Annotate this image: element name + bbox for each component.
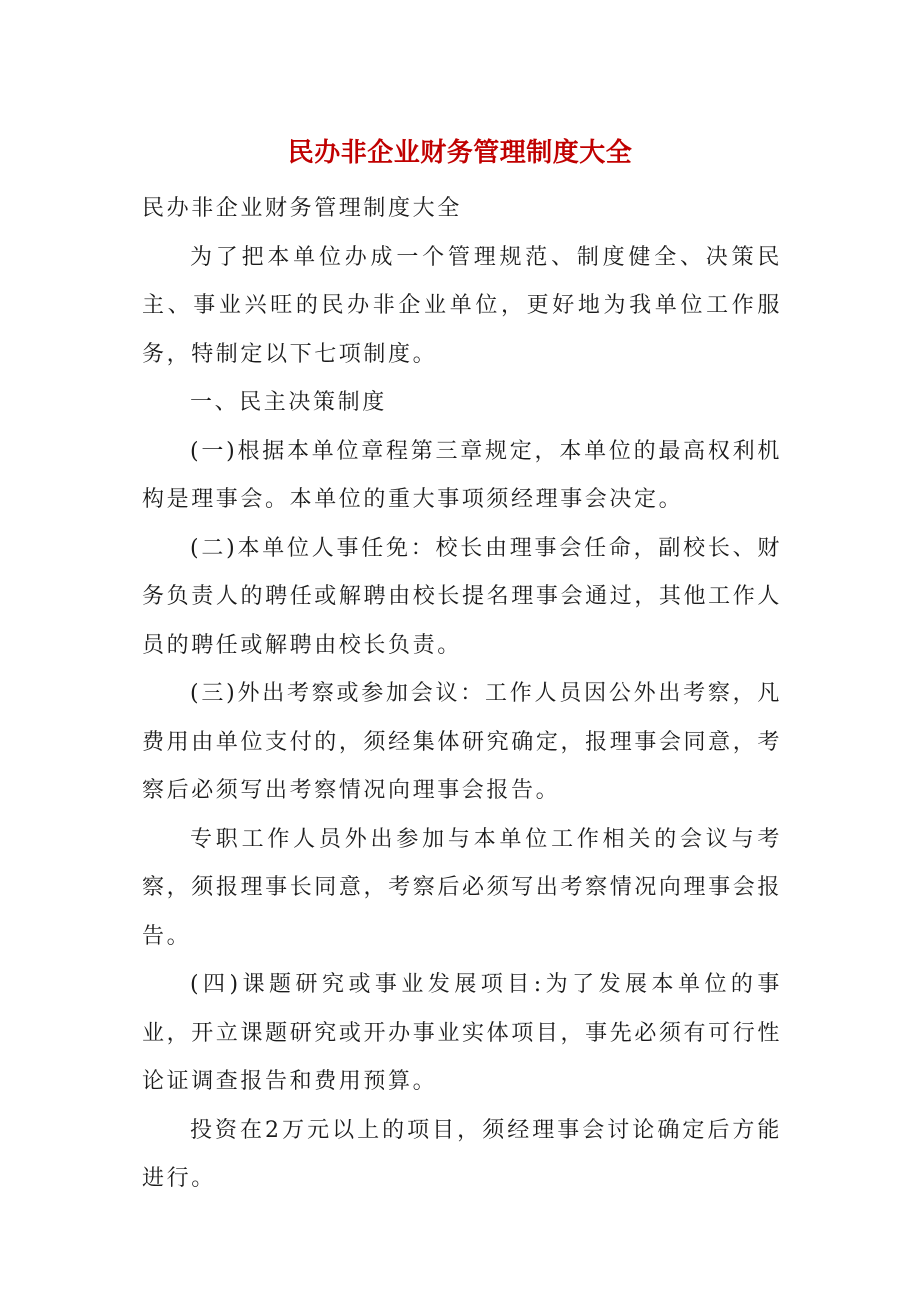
- paragraph-item-3: (三)外出考察或参加会议：工作人员因公外出考察，凡费用由单位支付的，须经集体研究确定，报理事会同意，考察后必须写出考察情况向理事会报告。: [142, 681, 782, 803]
- document-body: [142, 185, 782, 1204]
- paragraph-item-1: (一)根据本单位章程第三章规定，本单位的最高权利机构是理事会。本单位的重大事项须经理事会决定。: [142, 438, 782, 512]
- body-heading: 民办非企业财务管理制度大全: [142, 196, 462, 221]
- section-heading-democratic-decision: 一、民主决策制度: [190, 390, 387, 415]
- document-title: 民办非企业财务管理制度大全: [287, 138, 633, 169]
- paragraph-item-2: (二)本单位人事任免：校长由理事会任命，副校长、财务负责人的聘任或解聘由校长提名理事会通过，其他工作人员的聘任或解聘由校长负责。: [142, 535, 782, 658]
- paragraph-item-4-continued: 投资在2万元以上的项目，须经理事会讨论确定后方能进行。: [142, 1117, 782, 1191]
- paragraph-item-4: (四)课题研究或事业发展项目:为了发展本单位的事业，开立课题研究或开办事业实体项目，事先必须有可行性论证调查报告和费用预算。: [142, 972, 782, 1094]
- paragraph-intro: 为了把本单位办成一个管理规范、制度健全、决策民主、事业兴旺的民办非企业单位，更好地为我单位工作服务，特制定以下七项制度。: [142, 244, 782, 367]
- paragraph-item-3-continued: 专职工作人员外出参加与本单位工作相关的会议与考察，须报理事长同意，考察后必须写出考察情况向理事会报告。: [142, 826, 782, 949]
